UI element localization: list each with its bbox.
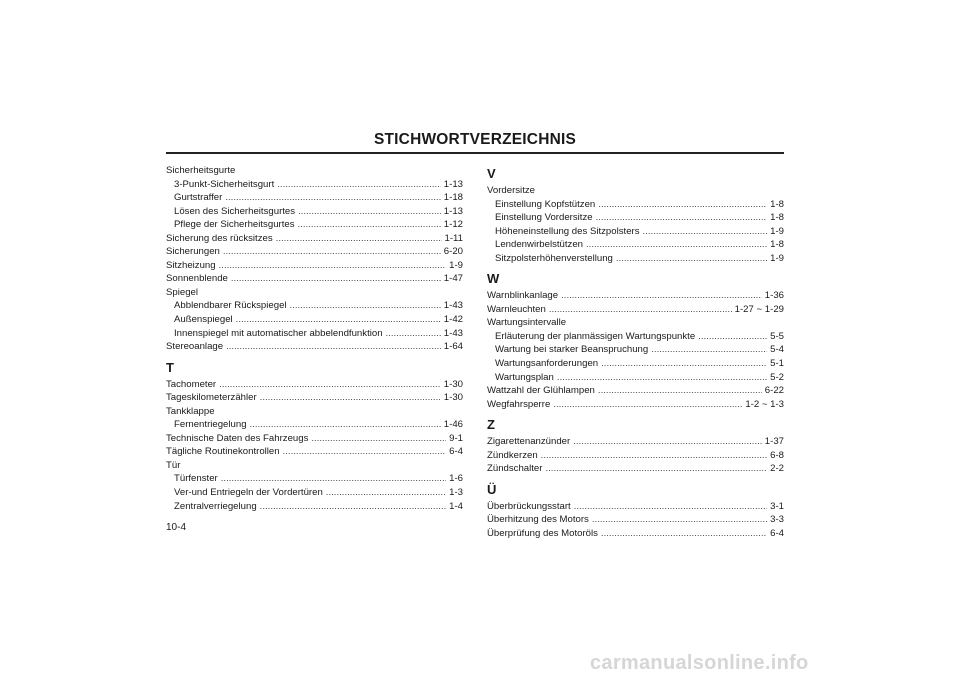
index-entry (166, 432, 463, 446)
entry-page-ref: 1-2 ~ 1-3 (745, 398, 784, 410)
index-entry (487, 500, 784, 514)
index-entry (487, 462, 784, 476)
dot-leader (298, 205, 441, 219)
entry-label: Wartungsplan (495, 371, 554, 383)
entry-label: Tachometer (166, 378, 217, 390)
dot-leader (573, 435, 762, 449)
dot-leader (276, 232, 442, 246)
entry-label: Außenspiegel (174, 314, 233, 326)
index-subentry (487, 238, 784, 252)
entry-page-ref: 1-8 (770, 198, 784, 210)
index-subentry (166, 218, 463, 232)
entry-label: Warnleuchten (487, 303, 546, 315)
index-group-title: Tür (166, 459, 181, 471)
entry-page-ref: 1-4 (449, 500, 463, 512)
dot-leader (226, 340, 441, 354)
dot-leader (643, 225, 768, 239)
dot-leader (225, 191, 440, 205)
index-subentry (166, 191, 463, 205)
entry-label: Sicherung des rücksitzes (166, 232, 273, 244)
dot-leader (541, 449, 767, 463)
entry-page-ref: 1-9 (770, 225, 784, 237)
entry-label: Wartungsanforderungen (495, 358, 599, 370)
index-entry (487, 527, 784, 541)
entry-label: Überprüfung des Motoröls (487, 527, 598, 539)
dot-leader (601, 527, 767, 541)
entry-label: Wattzahl der Glühlampen (487, 385, 595, 397)
dot-leader (557, 371, 767, 385)
entry-page-ref: 1-42 (443, 314, 463, 326)
entry-page-ref: 1-8 (770, 239, 784, 251)
index-entry (166, 272, 463, 286)
entry-label: Überbrückungsstart (487, 500, 571, 512)
entry-page-ref: 1-6 (449, 473, 463, 485)
entry-page-ref: 1-43 (443, 300, 463, 312)
dot-leader (586, 238, 767, 252)
page-title: STICHWORTVERZEICHNIS (373, 131, 577, 148)
index-entry (166, 245, 463, 259)
dot-leader (223, 245, 441, 259)
entry-label: Überhitzung des Motors (487, 514, 589, 526)
section-letter: Ü (487, 481, 497, 497)
index-subentry (166, 418, 463, 432)
entry-label: Warnblinkanlage (487, 290, 559, 302)
watermark: carmanualsonline.info (590, 652, 809, 674)
entry-page-ref: 6-22 (764, 385, 784, 397)
index-subentry (487, 371, 784, 385)
entry-page-ref: 5-4 (770, 344, 784, 356)
entry-page-ref: 1-11 (444, 232, 463, 244)
entry-label: Abblendbarer Rückspiegel (174, 300, 287, 312)
entry-page-ref: 1-47 (443, 273, 463, 285)
dot-leader (553, 398, 742, 412)
entry-page-ref: 1-13 (443, 205, 463, 217)
dot-leader (260, 500, 446, 514)
entry-label: Innenspiegel mit automatischer abbelendfunktion (174, 327, 383, 339)
entry-label: Lendenwirbelstützen (495, 239, 584, 251)
entry-page-ref: 9-1 (449, 432, 463, 444)
entry-page-ref: 1-30 (443, 378, 463, 390)
index-group-title: Sicherheitsgurte (166, 165, 236, 176)
entry-label: Einstellung Vordersitze (495, 212, 593, 224)
entry-page-ref: 1-27 ~ 1-29 (734, 303, 784, 315)
dot-leader (298, 218, 441, 232)
dot-leader (221, 472, 446, 486)
entry-page-ref: 1-12 (443, 219, 463, 231)
entry-label: Pflege der Sicherheitsgurtes (174, 219, 295, 231)
index-subentry (487, 252, 784, 266)
section-letter: T (166, 359, 174, 375)
entry-page-ref: 6-8 (770, 449, 784, 461)
entry-label: Wegfahrsperre (487, 398, 551, 410)
section-letter: V (487, 166, 496, 181)
dot-leader (561, 289, 762, 303)
dot-leader (219, 259, 447, 273)
entry-page-ref: 5-2 (770, 371, 784, 383)
index-entry (487, 513, 784, 527)
entry-page-ref: 1-36 (764, 290, 784, 302)
dot-leader (616, 252, 767, 266)
entry-label: Einstellung Kopfstützen (495, 198, 596, 210)
index-column-right (487, 164, 784, 540)
dot-leader (311, 432, 446, 446)
entry-label: Erläuterung der planmässigen Wartungspunkte (495, 330, 696, 342)
entry-page-ref: 1-3 (449, 487, 463, 499)
dot-leader (260, 391, 441, 405)
section-letter: Z (487, 417, 495, 433)
index-group-title: Wartungsintervalle (487, 317, 567, 329)
index-entry (487, 398, 784, 412)
entry-page-ref: 3-1 (770, 500, 784, 512)
dot-leader (549, 303, 732, 317)
dot-leader (219, 378, 441, 392)
entry-label: Ver-und Entriegeln der Vordertüren (174, 487, 323, 499)
index-entry (487, 303, 784, 317)
dot-leader (598, 198, 767, 212)
entry-label: Sonnenblende (166, 273, 228, 285)
dot-leader (592, 513, 767, 527)
dot-leader (598, 384, 762, 398)
entry-label: Türfenster (174, 473, 218, 485)
index-entry (166, 378, 463, 392)
entry-page-ref: 1-18 (443, 192, 463, 204)
dot-leader (545, 462, 767, 476)
entry-label: Zentralverriegelung (174, 500, 257, 512)
entry-page-ref: 1-46 (443, 419, 463, 431)
index-group-title: Spiegel (166, 286, 199, 298)
entry-page-ref: 1-13 (443, 178, 463, 190)
index-subentry (487, 198, 784, 212)
index-entry (487, 449, 784, 463)
entry-label: Zigarettenanzünder (487, 436, 571, 448)
entry-label: Sitzheizung (166, 259, 216, 271)
index-group-title: Tankklappe (166, 405, 215, 417)
index-subentry (487, 225, 784, 239)
dot-leader (236, 313, 441, 327)
index-subentry (487, 211, 784, 225)
index-subentry (166, 327, 463, 341)
entry-page-ref: 6-4 (770, 527, 784, 539)
entry-label: Fernentriegelung (174, 419, 247, 431)
entry-label: Sicherungen (166, 246, 220, 258)
entry-page-ref: 1-8 (770, 212, 784, 224)
title-rule (166, 152, 784, 154)
index-entry (166, 232, 463, 246)
index-entry (487, 289, 784, 303)
entry-label: Lösen des Sicherheitsgurtes (174, 205, 296, 217)
dot-leader (277, 178, 441, 192)
index-subentry (487, 357, 784, 371)
index-subentry (487, 330, 784, 344)
index-entry (166, 259, 463, 273)
entry-label: Tägliche Routinekontrollen (166, 446, 280, 458)
entry-label: Höheneinstellung des Sitzpolsters (495, 225, 640, 237)
dot-leader (231, 272, 441, 286)
dot-leader (698, 330, 767, 344)
entry-label: Stereoanlage (166, 341, 224, 353)
page-number: 10-4 (166, 522, 187, 533)
index-subentry (166, 472, 463, 486)
index-subentry (166, 486, 463, 500)
index-subentry (166, 205, 463, 219)
dot-leader (574, 500, 767, 514)
entry-label: Technische Daten des Fahrzeugs (166, 432, 309, 444)
entry-label: Wartung bei starker Beanspruchung (495, 344, 649, 356)
entry-page-ref: 6-20 (443, 246, 463, 258)
index-column-left (166, 164, 463, 513)
dot-leader (326, 486, 446, 500)
index-entry (487, 384, 784, 398)
entry-page-ref: 1-9 (770, 252, 784, 264)
dot-leader (386, 327, 441, 341)
index-subentry (166, 500, 463, 514)
index-entry (487, 435, 784, 449)
dot-leader (601, 357, 767, 371)
index-group-title: Vordersitze (487, 185, 535, 196)
index-subentry (487, 343, 784, 357)
entry-label: Zündschalter (487, 463, 543, 475)
entry-label: Tageskilometerzähler (166, 392, 257, 404)
entry-page-ref: 1-9 (449, 259, 463, 271)
entry-page-ref: 5-1 (770, 358, 784, 370)
index-entry (166, 391, 463, 405)
entry-page-ref: 1-64 (443, 341, 463, 353)
index-entry (166, 340, 463, 354)
index-subentry (166, 299, 463, 313)
entry-label: Sitzpolsterhöhenverstellung (495, 252, 613, 264)
index-entry (166, 445, 463, 459)
section-letter: W (487, 271, 500, 287)
entry-page-ref: 1-37 (764, 436, 784, 448)
entry-label: Gurtstraffer (174, 192, 223, 204)
dot-leader (651, 343, 767, 357)
entry-page-ref: 3-3 (770, 514, 784, 526)
dot-leader (283, 445, 447, 459)
entry-label: Zündkerzen (487, 449, 538, 461)
entry-label: 3-Punkt-Sicherheitsgurt (174, 178, 275, 190)
entry-page-ref: 1-30 (443, 392, 463, 404)
entry-page-ref: 2-2 (770, 463, 784, 475)
index-subentry (166, 178, 463, 192)
entry-page-ref: 6-4 (449, 446, 463, 458)
dot-leader (290, 299, 441, 313)
dot-leader (250, 418, 441, 432)
index-subentry (166, 313, 463, 327)
entry-page-ref: 1-43 (443, 327, 463, 339)
dot-leader (596, 211, 768, 225)
entry-page-ref: 5-5 (770, 330, 784, 342)
